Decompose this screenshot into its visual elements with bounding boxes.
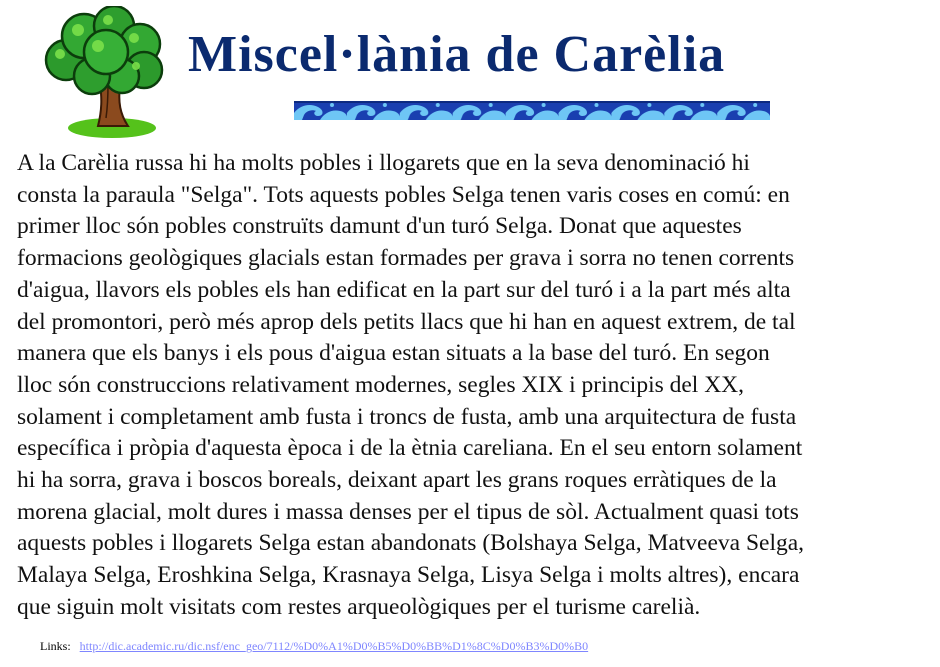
tree-icon [36,6,170,140]
article-paragraph: A la Carèlia russa hi ha molts pobles i llogarets que en la seva denominació hi consta la paraula "Selga". Tots aquests pobles Selga tenen varis coses en comú: en primer lloc són pobles construïts damunt d'un turó Selga. Donat que aquestes formacions geològiques glacials estan formades per grava i sorra no tenen corrents d'aigua, llavors els pobles els han edificat en la part sur del turó i a la part més alta del promontori, però més aprop dels petits llacs que hi han en aquest extrem, de tal manera que els banys i els pous d'aigua estan situats a la base del turó. En segon lloc són construccions relativament modernes, segles XIX i principis del XX, solament i completament amb fusta i troncs de fusta, amb una arquitectura de fusta específica i pròpia d'aquesta època i de la ètnia careliana. En el seu entorn solament hi ha sorra, grava i boscos boreals, deixant apart les grans roques erràtiques de la morena glacial, molt dures i massa denses per el tipus de sòl. Actualment quasi tots aquests pobles i llogarets Selga estan abandonats (Bolshaya Selga, Matveeva Selga, Malaya Selga, Eroshkina Selga, Krasnaya Selga, Lisya Selga i molts altres), encara que siguin molt visitats com restes arqueològiques per el turisme carelià. [17,150,805,620]
page-title: Miscel·lània de Carèlia [188,26,726,83]
links-label: Links: [40,639,71,653]
wave-border-icon [294,101,770,120]
source-link[interactable]: http://dic.academic.ru/dic.nsf/enc_geo/7112/%D0%A1%D0%B5%D0%BB%D1%8C%D0%B3%D0%B0 [79,639,589,653]
links-line [40,639,588,654]
